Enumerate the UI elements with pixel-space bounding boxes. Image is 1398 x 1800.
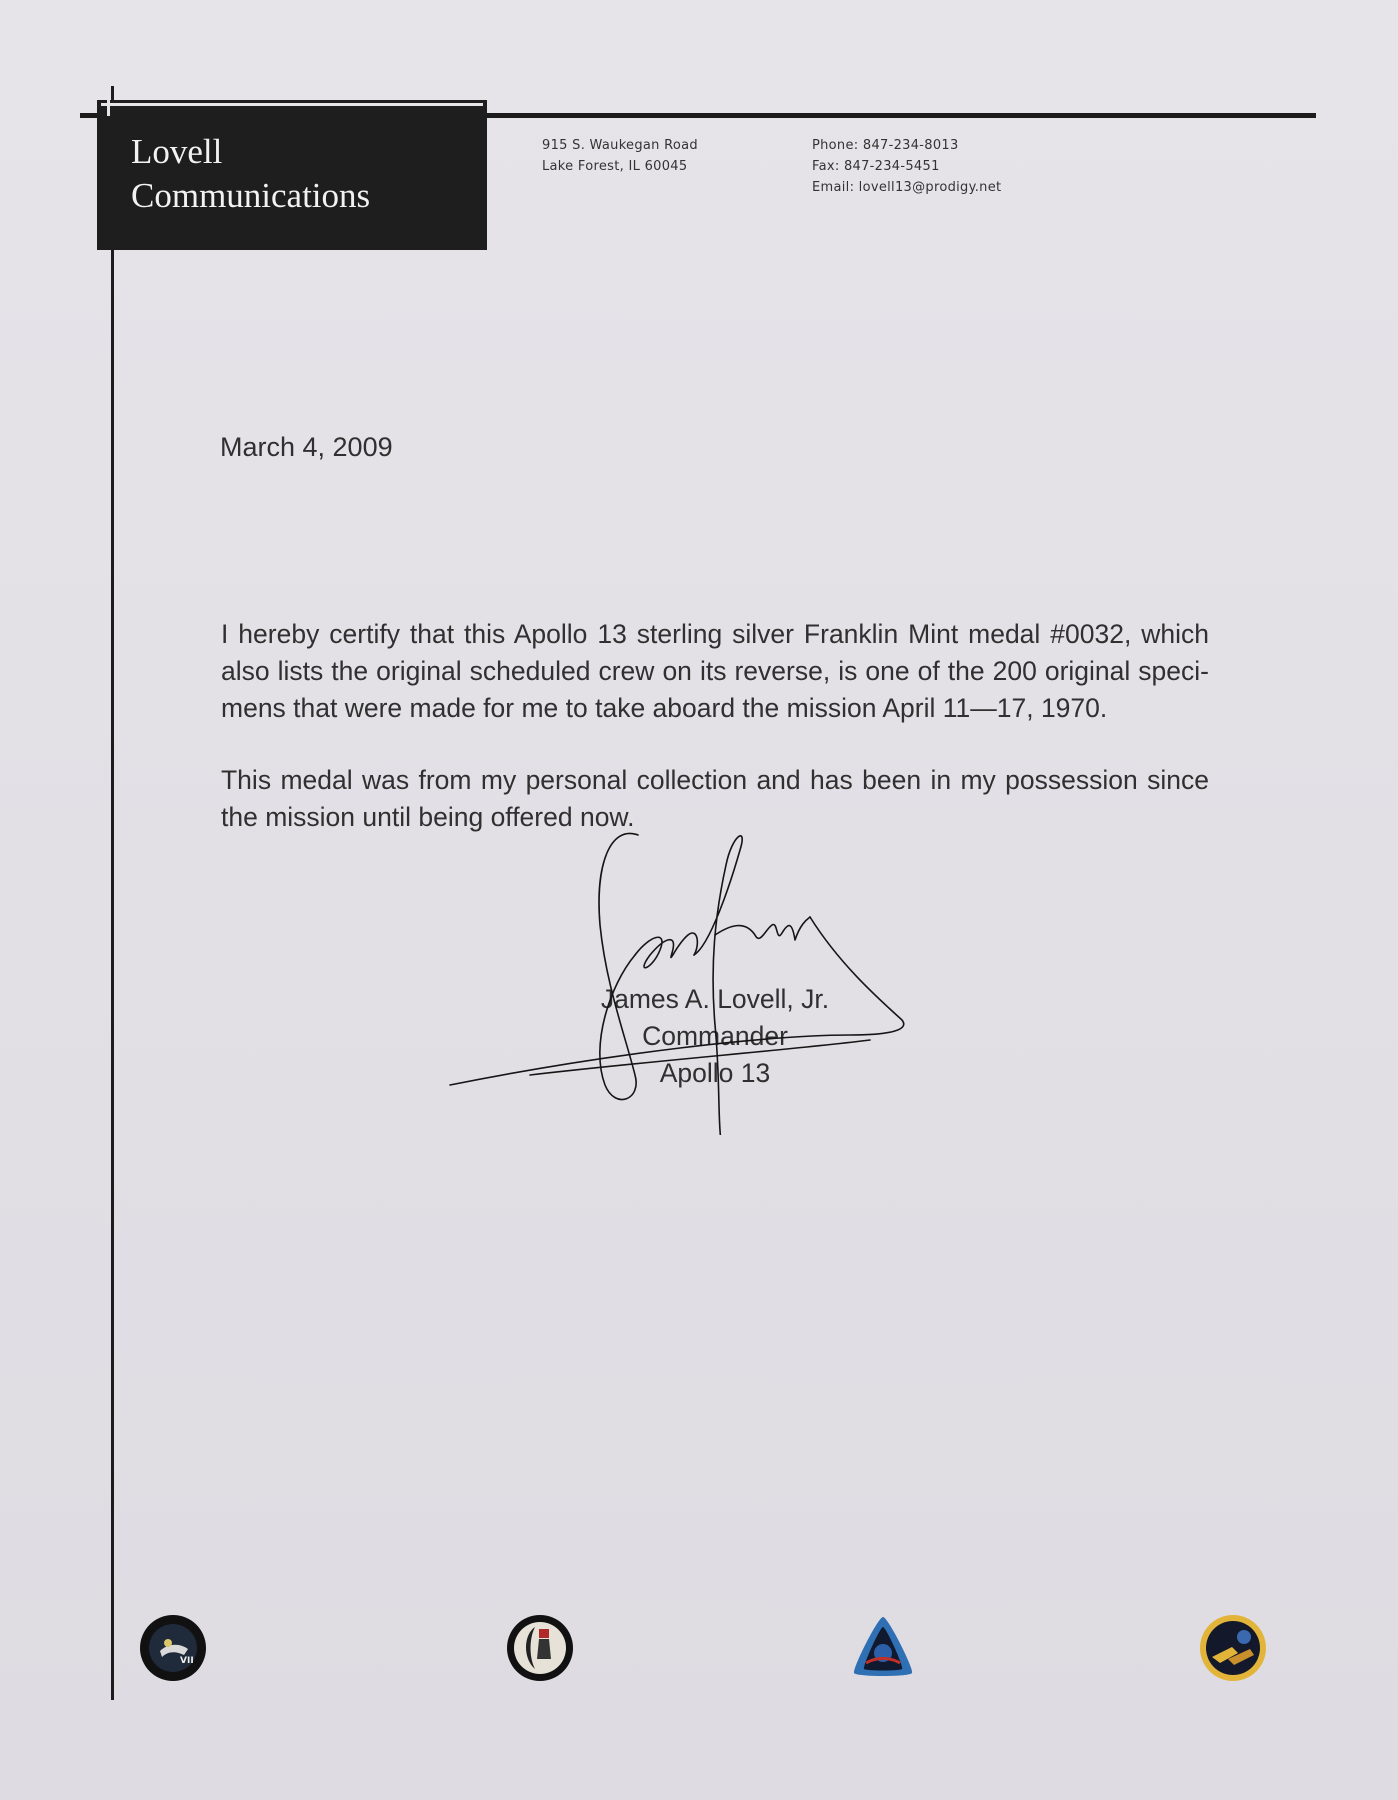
company-logo-box (97, 100, 487, 250)
logo-inner-line (101, 103, 483, 106)
contact-fax: Fax: 847-234-5451 (812, 159, 940, 174)
company-address (542, 135, 698, 177)
contact-phone: Phone: 847-234-8013 (812, 138, 959, 153)
svg-text:VII: VII (180, 1656, 194, 1666)
address-city: Lake Forest, IL 60045 (542, 159, 688, 174)
signer-mission: Apollo 13 (659, 1058, 771, 1088)
signer-title: Commander (642, 1021, 788, 1051)
logo-inner-tick (107, 100, 110, 116)
handwritten-signature (410, 825, 1010, 1135)
company-name-line2: Communications (131, 176, 371, 215)
address-street: 915 S. Waukegan Road (542, 138, 698, 153)
company-name-line1: Lovell (131, 132, 223, 171)
margin-rule-vertical (111, 86, 114, 1700)
gemini-7-patch-icon (138, 1613, 208, 1683)
company-contact (812, 135, 1001, 198)
gemini-12-patch-icon (505, 1613, 575, 1683)
contact-email: Email: lovell13@prodigy.net (812, 180, 1002, 195)
apollo-13-patch-icon (1198, 1613, 1268, 1683)
letter-date: March 4, 2009 (220, 432, 393, 462)
company-name (131, 130, 370, 218)
signer-name: James A. Lovell, Jr. (600, 984, 830, 1014)
provenance-paragraph: This medal was from my personal collection and has been in my possession since the mission until being offered now. (221, 765, 1209, 832)
certification-paragraph: I hereby certify that this Apollo 13 sterling silver Franklin Mint medal #0032, which also lists the original scheduled crew on its reverse, is one of the 200 original speci-mens that were made for me to take aboard the mission April 11—17, 1970. (221, 619, 1209, 723)
apollo-8-patch-icon (848, 1613, 918, 1683)
